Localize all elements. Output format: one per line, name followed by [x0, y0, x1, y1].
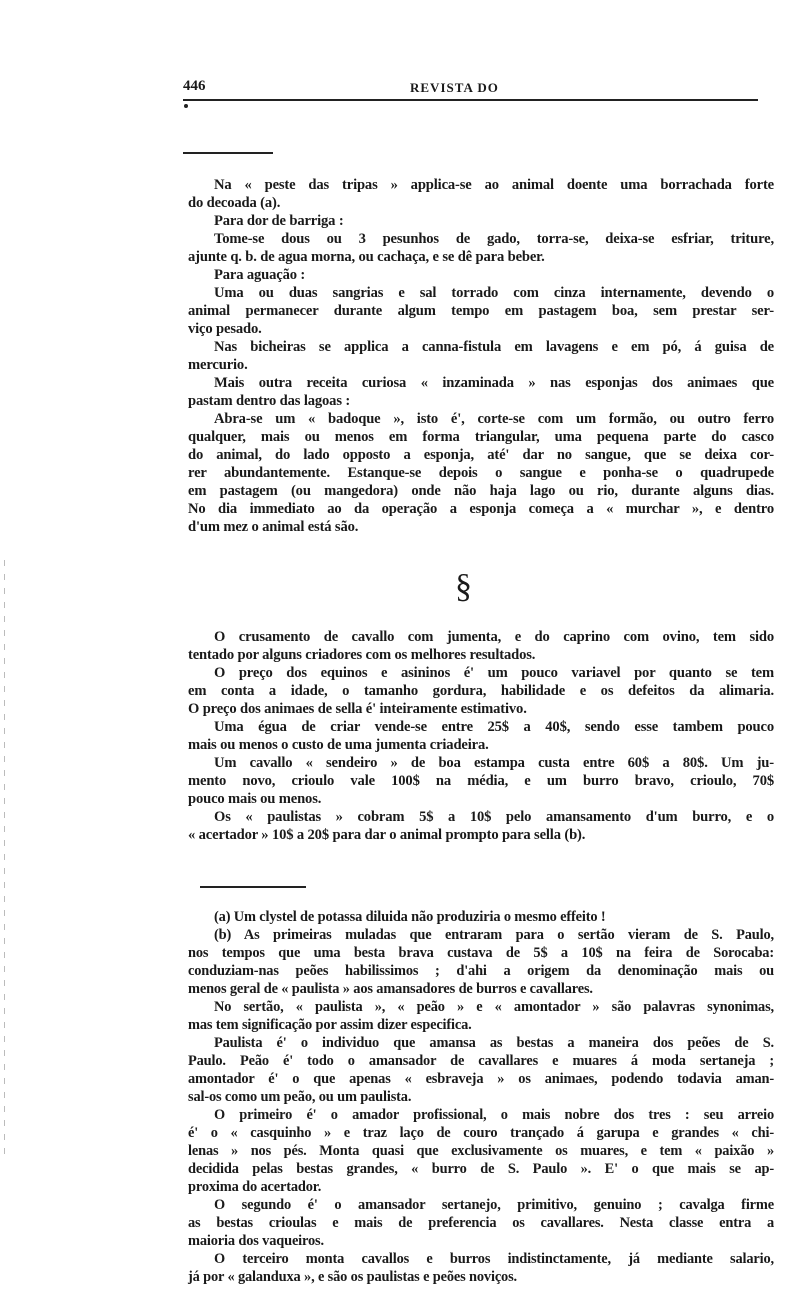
text-line: decidida pelas bestas grandes, « burro de S. Paulo ». E' o que mais se ap-	[188, 1161, 774, 1177]
paragraph	[188, 176, 774, 212]
text-line: nos tempos que uma besta brava custava de 5$ a 10$ na feira de Sorocaba:	[188, 945, 774, 961]
paragraph	[188, 212, 774, 230]
text-line: já por « galanduxa », e são os paulistas e peões noviços.	[188, 1269, 518, 1285]
text-line: pastam dentro das lagoas :	[188, 393, 351, 409]
paragraph	[188, 718, 774, 754]
text-line: Para aguação :	[214, 267, 306, 283]
text-line: em pastagem (ou mangedora) onde não haja lago ou rio, durante alguns dias.	[188, 483, 774, 499]
paragraph	[188, 338, 774, 374]
paragraph	[188, 908, 774, 926]
text-line: as bestas crioulas e mais de preferencia os cavallares. Nesta classe entra a	[188, 1215, 774, 1231]
text-line: é' o « casquinho » e traz laço de couro trançado á garupa e grandes « chi-	[188, 1125, 774, 1141]
scan-edge-mark	[4, 560, 5, 1160]
text-line: O terceiro monta cavallos e burros indistinctamente, já mediante salario,	[214, 1251, 774, 1267]
text-line: Tome-se dous ou 3 pesunhos de gado, torra-se, deixa-se esfriar, triture,	[214, 231, 774, 247]
text-line: d'um mez o animal está são.	[188, 519, 359, 535]
text-line: O preço dos equinos e asininos é' um pouco variavel por quanto se tem	[214, 665, 774, 681]
footnotes	[188, 908, 774, 1286]
text-line: O primeiro é' o amador profissional, o mais nobre dos tres : seu arreio	[214, 1107, 774, 1123]
header-rule	[183, 99, 758, 101]
text-line: « acertador » 10$ a 20$ para dar o animal prompto para sella (b).	[188, 827, 586, 843]
paragraph	[188, 926, 774, 998]
section-rule	[183, 152, 273, 154]
section-two-text	[188, 628, 774, 844]
paragraph	[188, 664, 774, 718]
text-line: Abra-se um « badoque », isto é', corte-se com um formão, ou outro ferro	[214, 411, 774, 427]
text-line: Para dor de barriga :	[214, 213, 344, 229]
paragraph	[188, 998, 774, 1034]
text-line: rer abundantemente. Estanque-se depois o sangue e ponha-se o quadrupede	[188, 465, 774, 481]
paragraph	[188, 284, 774, 338]
text-line: qualquer, mais ou menos em forma triangular, uma pequena parte do casco	[188, 429, 774, 445]
text-line: do animal, do lado opposto a esponja, até' dar no sangue, que se deixa cor-	[188, 447, 774, 463]
text-line: Os « paulistas » cobram 5$ a 10$ pelo amansamento d'um burro, e o	[214, 809, 774, 825]
paragraph	[188, 808, 774, 844]
text-line: Um cavallo « sendeiro » de boa estampa custa entre 60$ a 80$. Um ju-	[214, 755, 774, 771]
text-line: tentado por alguns criadores com os melhores resultados.	[188, 647, 536, 663]
text-line: Mais outra receita curiosa « inzaminada » nas esponjas dos animaes que	[214, 375, 774, 391]
text-line: No dia immediato ao da operação a esponja começa a « murchar », e dentro	[188, 501, 774, 517]
text-line: mercurio.	[188, 357, 248, 373]
text-line: animal permanecer durante algum tempo em pastagem boa, sem prestar ser-	[188, 303, 774, 319]
text-line: maioria dos vaqueiros.	[188, 1233, 324, 1249]
text-line: No sertão, « paulista », « peão » e « amontador » são palavras synonimas,	[214, 999, 774, 1015]
section-one-text	[188, 176, 774, 536]
paragraph	[188, 628, 774, 664]
paragraph	[188, 1250, 774, 1286]
text-line: Paulo. Peão é' todo o amansador de cavallares e muares á moda sertaneja ;	[188, 1053, 774, 1069]
text-line: Nas bicheiras se applica a canna-fistula em lavagens e em pó, á guisa de	[214, 339, 774, 355]
running-title: REVISTA DO	[410, 80, 499, 95]
paragraph	[188, 266, 774, 284]
page-number: 446	[183, 78, 206, 94]
text-line: Paulista é' o individuo que amansa as bestas a maneira dos peões de S.	[214, 1035, 774, 1051]
text-line: viço pesado.	[188, 321, 262, 337]
footnote-rule	[200, 886, 306, 888]
text-line: amontador é' o que apenas « esbraveja » os animaes, podendo todavia aman-	[188, 1071, 774, 1087]
text-line: Na « peste das tripas » applica-se ao animal doente uma borrachada forte	[214, 177, 774, 193]
text-line: O crusamento de cavallo com jumenta, e do caprino com ovino, tem sido	[214, 629, 774, 645]
text-line: conduziam-nas peões habilissimos ; d'ahi a origem da denominação mais ou	[188, 963, 774, 979]
text-line: menos geral de « paulista » aos amansadores de burros e cavallares.	[188, 981, 593, 997]
text-line: O preço dos animaes de sella é' inteiramente estimativo.	[188, 701, 527, 717]
text-line: pouco mais ou menos.	[188, 791, 322, 807]
text-line: ajunte q. b. de agua morna, ou cachaça, e se dê para beber.	[188, 249, 545, 265]
text-line: Uma égua de criar vende-se entre 25$ a 40$, sendo esse tambem pouco	[214, 719, 774, 735]
text-line: O segundo é' o amansador sertanejo, primitivo, genuino ; cavalga firme	[214, 1197, 774, 1213]
text-line: (a) Um clystel de potassa diluida não produziria o mesmo effeito !	[214, 909, 606, 925]
paragraph	[188, 374, 774, 410]
text-line: mento novo, crioulo vale 100$ na média, e um burro bravo, crioulo, 70$	[188, 773, 774, 789]
text-line: do decoada (a).	[188, 195, 281, 211]
text-line: em conta a idade, o tamanho gordura, habilidade e os defeitos da alimaria.	[188, 683, 774, 699]
header-dot	[184, 104, 188, 108]
text-line: (b) As primeiras muladas que entraram para o sertão vieram de S. Paulo,	[214, 927, 774, 943]
text-line: mais ou menos o custo de uma jumenta criadeira.	[188, 737, 489, 753]
section-sign: §	[455, 568, 472, 605]
paragraph	[188, 754, 774, 808]
paragraph	[188, 1034, 774, 1106]
text-line: proxima do acertador.	[188, 1179, 322, 1195]
text-line: mas tem significação por assim dizer especifica.	[188, 1017, 472, 1033]
paragraph	[188, 1106, 774, 1196]
paragraph	[188, 230, 774, 266]
text-line: sal-os como um peão, ou um paulista.	[188, 1089, 412, 1105]
paragraph	[188, 1196, 774, 1250]
text-line: Uma ou duas sangrias e sal torrado com cinza internamente, devendo o	[214, 285, 774, 301]
text-line: lenas » nos pés. Monta quasi que exclusivamente os muares, e tem « paixão »	[188, 1143, 774, 1159]
paragraph	[188, 410, 774, 536]
